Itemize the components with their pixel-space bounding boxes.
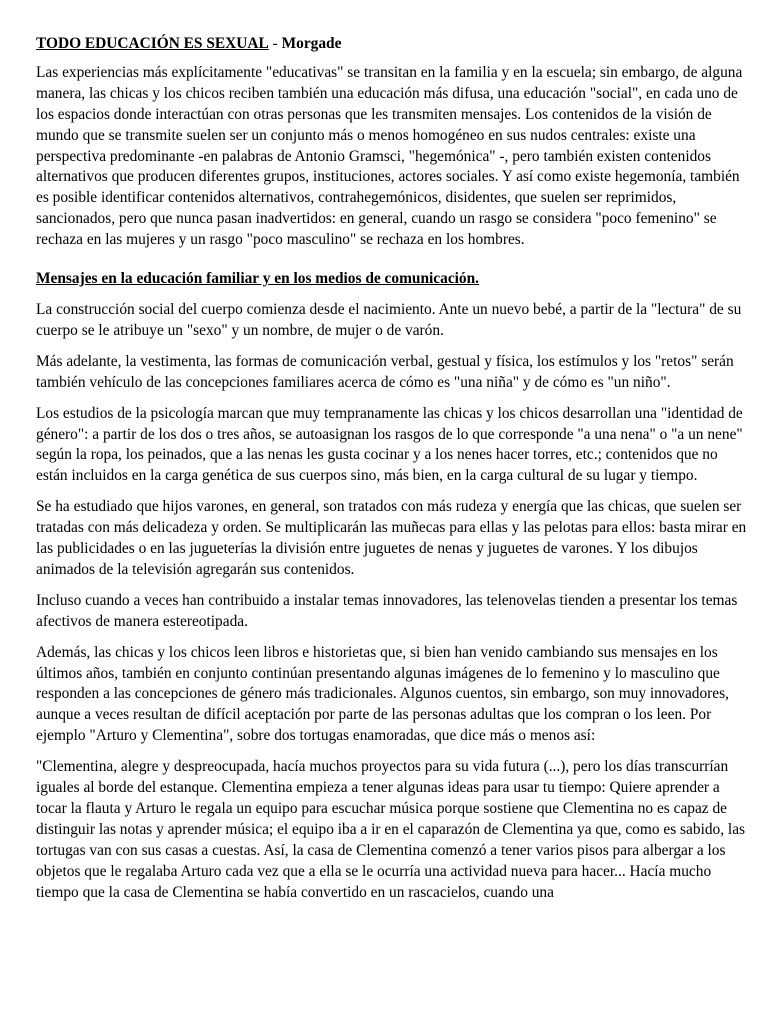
paragraph-7-quote: "Clementina, alegre y despreocupada, hacía muchos proyectos para su vida futura (...), pero los días transcurrían iguales al borde del estanque. Clementina empieza a tener algunas ideas para usar tu tiempo: Quiere aprender a tocar la flauta y Arturo le regala un equipo para escuchar música porque sostiene que Clementina no es capaz de distinguir las notas y aprender música; el equipo iba a ir en el caparazón de Clementina ya que, como es sabido, las tortugas van con sus casas a cuestas. Así, la casa de Clementina comenzó a tener varios pisos para albergar a los objetos que le regalaba Arturo cada vez que a ella se le ocurría una actividad nueva para hacer... Hacía mucho tiempo que la casa de Clementina se había convertido en un rascacielos, cuando una xyxy=(36,758,746,901)
intro-section xyxy=(36,63,748,251)
paragraph-1: La construcción social del cuerpo comienza desde el nacimiento. Ante un nuevo bebé, a partir de la "lectura" de su cuerpo se le atribuye un "sexo" y un nombre, de mujer o de varón. xyxy=(36,300,742,339)
paragraph-4: Se ha estudiado que hijos varones, en general, son tratados con más rudeza y energía que las chicas, que suelen ser tratadas con más delicadeza y orden. Se multiplicarán las muñecas para ellas y las pelotas para ellos: basta mirar en las publicidades o en las jugueterías la división entre juguetes de nenas y juguetes de varones. Y los dibujos animados de la televisión agregarán sus contenidos. xyxy=(36,498,747,578)
section-heading: Mensajes en la educación familiar y en los medios de comunicación. xyxy=(36,270,480,288)
paragraph-5: Incluso cuando a veces han contribuido a instalar temas innovadores, las telenovelas tienden a presentar los temas afectivos de manera estereotipada. xyxy=(36,591,738,630)
paragraph-6: Además, las chicas y los chicos leen libros e historietas que, si bien han venido cambiando sus mensajes en los últimos años, también en conjunto continúan presentando algunas imágenes de lo femenino y lo masculino que responden a las concepciones de género más tradicionales. Algunos cuentos, sin embargo, son muy innovadores, aunque a veces resultan de difícil aceptación por parte de las personas adultas que los compran o los leen. Por ejemplo "Arturo y Clementina", sobre dos tortugas enamoradas, que dice más o menos así: xyxy=(36,643,729,745)
paragraph-2: Más adelante, la vestimenta, las formas de comunicación verbal, gestual y física, los estímulos y los "retos" serán también vehículo de las concepciones familiares acerca de cómo es "una niña" y de cómo es "un niño". xyxy=(36,352,734,391)
document-page xyxy=(36,34,748,914)
document-title: TODO EDUCACIÓN ES SEXUAL xyxy=(36,35,269,52)
document-author: Morgade xyxy=(281,35,342,52)
title-line xyxy=(36,34,748,55)
paragraph-3: Los estudios de la psicología marcan que muy tempranamente las chicas y los chicos desarrollan una "identidad de género": a partir de los dos o tres años, se autoasignan los rasgos de lo que corresponde "a una nena" o "a un nene" según la ropa, los peinados, que a las nenas les gusta cocinar y a los nenes hacer torres, etc.; contenidos que no están incluidos en la carga genética de sus cuerpos sino, más bien, en la carga cultural de su lugar y tiempo. xyxy=(36,404,743,485)
section-body xyxy=(36,300,748,904)
paragraph-intro-1: Las experiencias más explícitamente "educativas" se transitan en la familia y en la escuela; sin embargo, de alguna manera, las chicas y los chicos reciben también una educación más difusa, una educación "social", en cada uno de los espacios donde interactúan con otras personas que les transmiten mensajes. Los contenidos de la visión de mundo que se transmite suelen ser un conjunto más o menos homogéneo en sus nudos centrales: existe una perspectiva predominante -en palabras de Antonio Gramsci, "hegemónica" -, pero también existen contenidos alternativos que producen diferentes grupos, instituciones, actores sociales. Y así como existe hegemonía, también es posible identificar contenidos alternativos, contrahegemónicos, disidentes, que suelen ser reprimidos, sancionados, pero que nunca pasan inadvertidos: en general, cuando un rasgo se considera "poco femenino" se rechaza en las mujeres y un rasgo "poco masculino" se rechaza en los hombres. xyxy=(36,63,743,249)
author-separator: - xyxy=(268,35,282,52)
